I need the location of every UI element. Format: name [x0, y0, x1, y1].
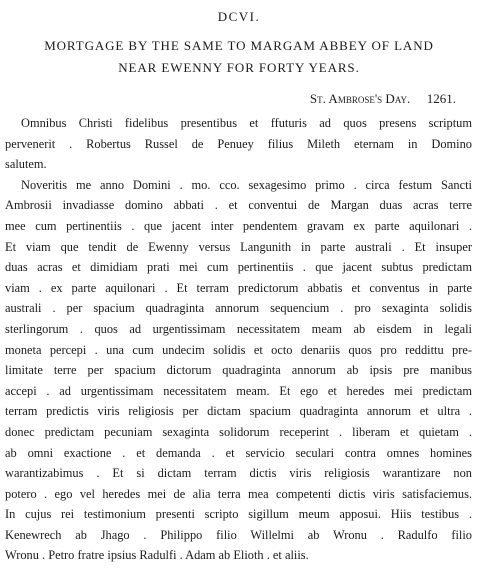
dateline-year: 1261.: [426, 91, 456, 106]
dateline: [310, 91, 456, 107]
text-line: potero . ego vel heredes mei de alia terra mea competenti dictis viris satisfaciemus.: [5, 486, 472, 501]
text-line: mee cum pertinentiis . que jacent inter pendentem gravam ex parte aquilonari .: [5, 218, 472, 233]
text-line: Wronu . Petro fratre ipsius Radulfi . Adam ab Elioth . et aliis.: [5, 548, 309, 563]
text-line: donec predictam pecuniam sexaginta solidorum receperint . liberam et quietam .: [5, 424, 472, 439]
text-line: limitate terre per spacium dictorum quadraginta annorum ab ipsis pre manibus: [5, 363, 472, 378]
charter-title-line-1: MORTGAGE BY THE SAME TO MARGAM ABBEY OF LAND: [44, 38, 434, 53]
dateline-feast: St. Ambrose's Day.: [309, 91, 411, 106]
text-line: terram predictis viris religiosis per dictam spacium quadraginta annorum et ultra .: [5, 404, 472, 419]
text-line: Omnibus Christi fidelibus presentibus et ffuturis ad quos presens scriptum: [21, 116, 472, 130]
text-line: viam . ex parte aquilonari . Et terram predictorum abbatis et conventus in parte: [5, 280, 472, 295]
text-line: australi . per spacium quadraginta annorum sequencium . pro sexaginta solidis: [5, 301, 472, 316]
charter-title: [0, 35, 478, 79]
text-line: duas acras et dimidiam prati mei cum pertinentiis . que jacent subtus predictam: [5, 260, 472, 275]
charter-number: DCVI.: [217, 9, 261, 24]
charter-title-line-2: NEAR EWENNY FOR FORTY YEARS.: [118, 60, 360, 75]
text-line: In cujus rei testimonium presenti scripto sigillum meum apposui. Hiis testibus .: [5, 507, 472, 522]
text-line: sterlingorum . quos ad urgentissimam necessitatem meam ab eisdem in legali: [5, 321, 472, 336]
text-line: ab omni exactione . et demanda . et servicio seculari contra omnes homines: [5, 445, 472, 460]
text-line: Ambrosii invadiasse domino abbati . et conventui de Margan duas acras terre: [5, 198, 472, 213]
text-line: accepi . ad urgentissimam necessitatem meam. Et ego et heredes mei predictam: [5, 383, 472, 398]
text-line: Kenewrech ab Jhago . Philippo filio Willelmi ab Wronu . Radulfo filio: [5, 527, 472, 542]
text-line: warantizabimus . Et si dictam terram dictis viris religiosis warantizare non: [5, 466, 472, 481]
text-line: salutem.: [5, 157, 47, 172]
paragraph-grant: [5, 175, 472, 566]
text-line: moneta percepi . una cum undecim solidis et octo denariis quos pro reddittu pre-: [5, 342, 472, 357]
text-line: pervenerit . Robertus Russel de Penuey filius Mileth eternam in Domino: [5, 136, 472, 151]
text-line: Et viam que tendit de Ewenny versus Langunith in parte australi . Et insuper: [5, 239, 472, 254]
paragraph-salutation: [5, 113, 472, 175]
text-line: Noveritis me anno Domini . mo. cco. sexagesimo primo . circa festum Sancti: [21, 177, 472, 192]
charter-text: [5, 113, 472, 566]
